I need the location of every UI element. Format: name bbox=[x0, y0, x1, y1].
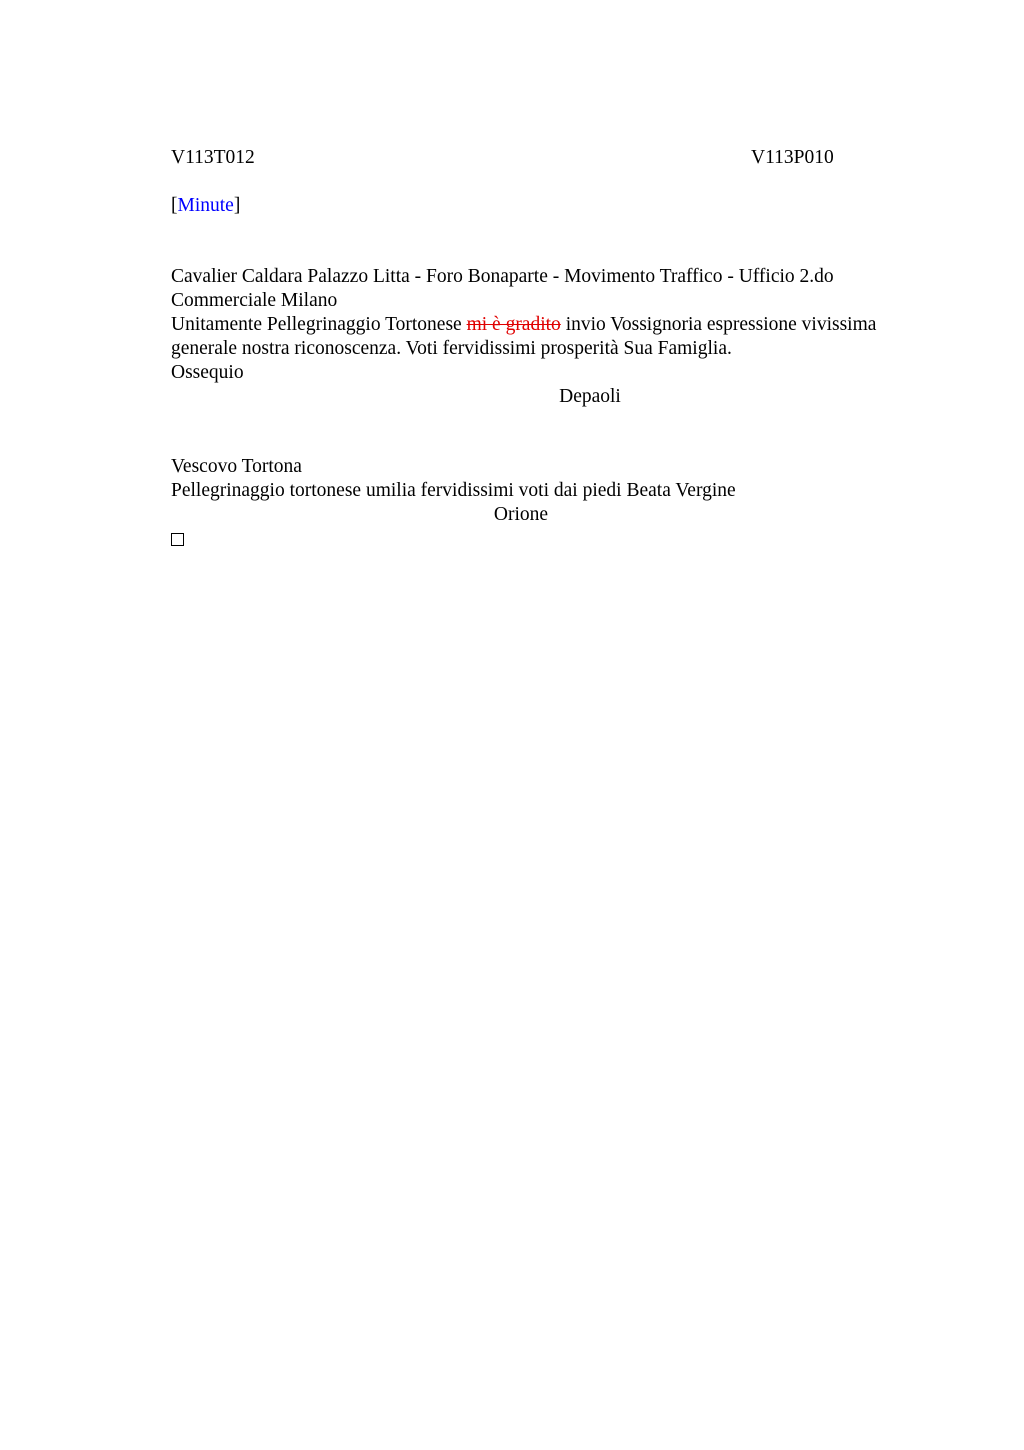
close-bracket: ] bbox=[233, 195, 241, 216]
telegram1-address-line2: Commerciale Milano bbox=[171, 290, 338, 311]
telegram2-end-row bbox=[171, 527, 931, 553]
minute-link[interactable]: Minute bbox=[177, 195, 234, 216]
telegram1-body-before: Unitamente Pellegrinaggio Tortonese bbox=[171, 314, 467, 335]
telegram2-body: Pellegrinaggio tortonese umilia fervidissimi voti dai piedi Beata Vergine bbox=[171, 480, 736, 501]
telegram-caldara bbox=[171, 265, 931, 409]
telegram1-body-after: invio Vossignoria espressione vivissima bbox=[560, 314, 877, 335]
minute-line bbox=[171, 194, 240, 218]
telegram-vescovo bbox=[171, 455, 931, 553]
document-code-right: V113P010 bbox=[751, 147, 834, 168]
open-bracket: [ bbox=[171, 195, 178, 216]
telegram2-address: Vescovo Tortona bbox=[171, 456, 302, 477]
telegram1-closing: Ossequio bbox=[171, 362, 244, 383]
telegram1-body-line2: generale nostra riconoscenza. Voti fervidissimi prosperità Sua Famiglia. bbox=[171, 338, 732, 359]
document-code-left: V113T012 bbox=[171, 147, 255, 168]
telegram1-struck-text: mi è gradito bbox=[466, 314, 561, 335]
telegram1-address-line1: Cavalier Caldara Palazzo Litta - Foro Bonaparte - Movimento Traffico - Ufficio 2.do bbox=[171, 266, 834, 287]
telegram1-body-line1 bbox=[171, 313, 931, 337]
telegram1-signature: Depaoli bbox=[559, 386, 621, 407]
square-box-icon bbox=[171, 533, 184, 546]
telegram2-signature: Orione bbox=[493, 504, 549, 525]
